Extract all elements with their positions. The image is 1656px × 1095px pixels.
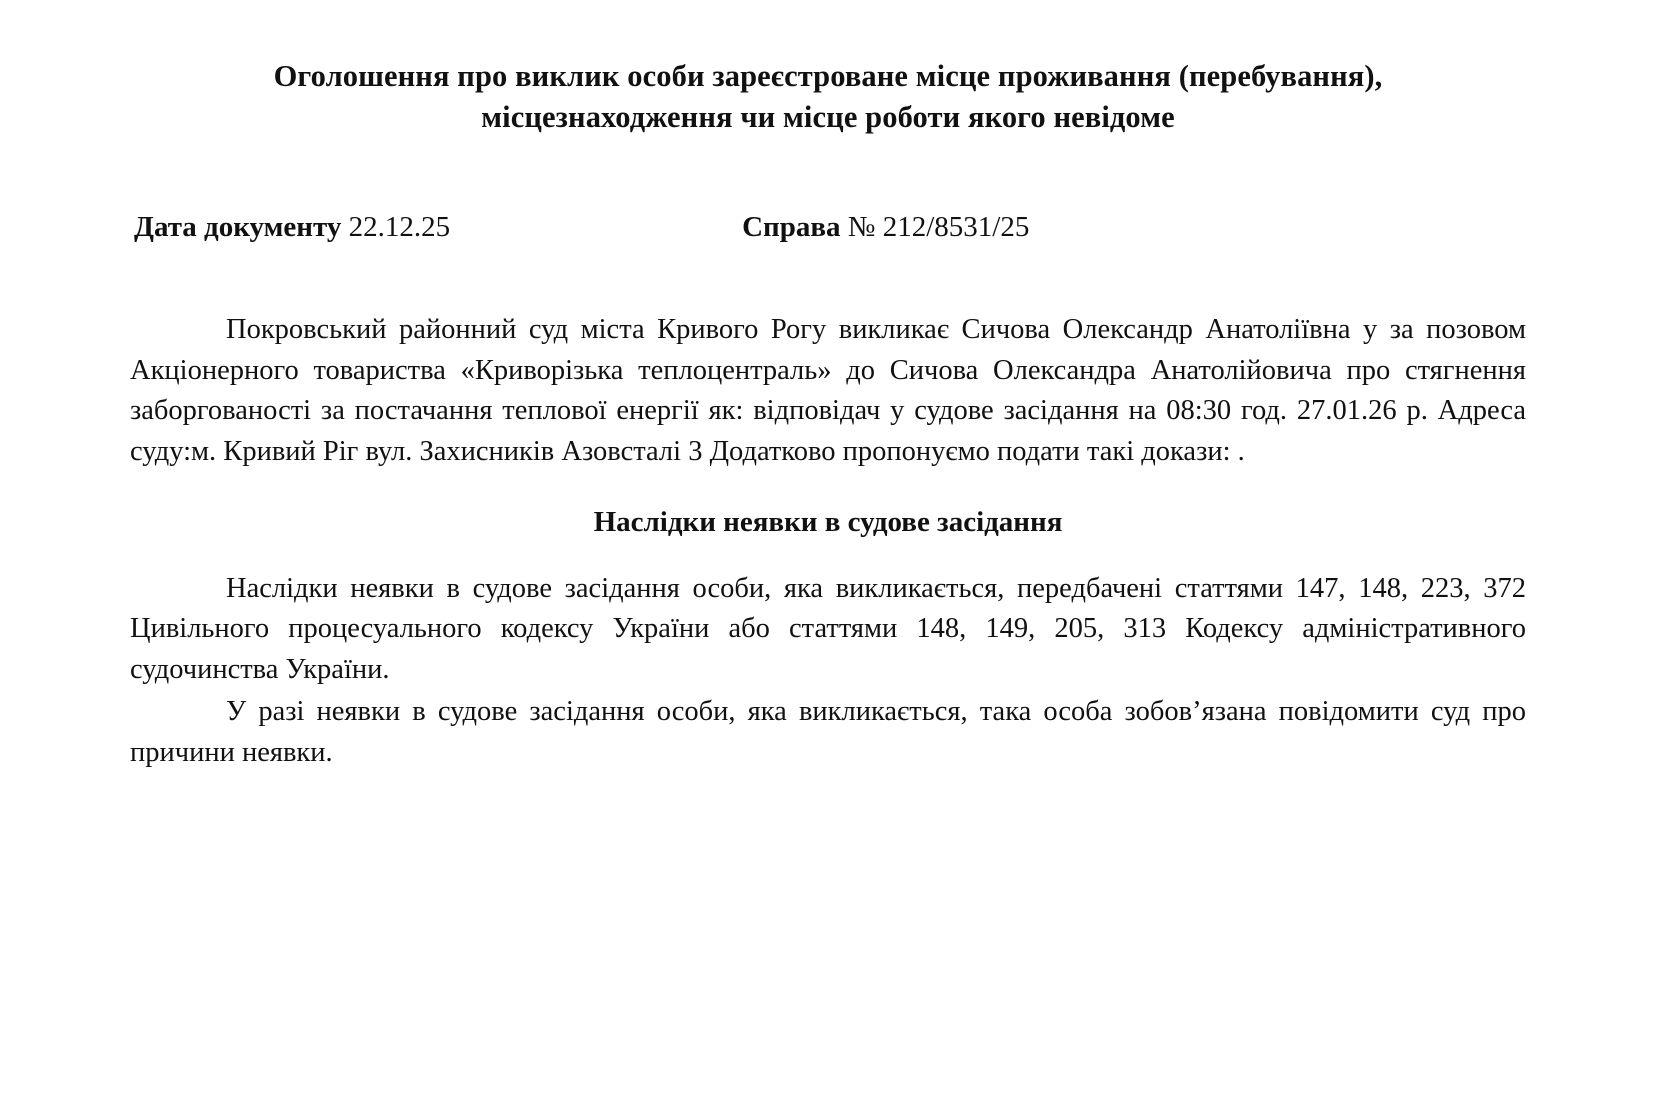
document-date-label: Дата документу	[134, 211, 342, 244]
document-date	[134, 211, 450, 244]
case-number	[742, 211, 1029, 244]
consequences-body	[130, 569, 1526, 773]
document-meta	[130, 211, 1526, 244]
case-number-label: Справа	[742, 211, 841, 244]
page-title	[198, 56, 1458, 137]
summons-paragraph: Покровський районний суд міста Кривого Рогу викликає Сичова Олександр Анатоліївна у за позовом Акціонерного товариства «Криворізька теплоцентраль» до Сичова Олександра Анатолійовича про стягнення заборгованості за постачання теплової енергії як: відповідач у судове засідання на 08:30 год. 27.01.26 р. Адреса суду:м. Кривий Ріг вул. Захисників Азовсталі 3 Додатково пропонуємо подати такі докази: .	[130, 314, 1526, 467]
consequences-paragraph-2: У разі неявки в судове засідання особи, яка викликається, така особа зобов’язана повідомити суд про причини неявки.	[130, 696, 1526, 768]
section-heading-consequences: Наслідки неявки в судове засідання	[593, 506, 1063, 538]
page-title-line-2: місцезнаходження чи місце роботи якого невідоме	[481, 99, 1175, 134]
document-date-value: 22.12.25	[348, 211, 451, 244]
consequences-paragraph-1: Наслідки неявки в судове засідання особи, яка викликається, передбачені статтями 147, 148, 223, 372 Цивільного процесуального кодексу України або статтями 148, 149, 205, 313 Кодексу адміністративного судочинства України.	[130, 573, 1526, 685]
main-body	[130, 310, 1526, 472]
page-title-line-1: Оголошення про виклик особи зареєстроване місце проживання (перебування),	[273, 59, 1383, 93]
case-number-value: № 212/8531/25	[847, 211, 1030, 244]
